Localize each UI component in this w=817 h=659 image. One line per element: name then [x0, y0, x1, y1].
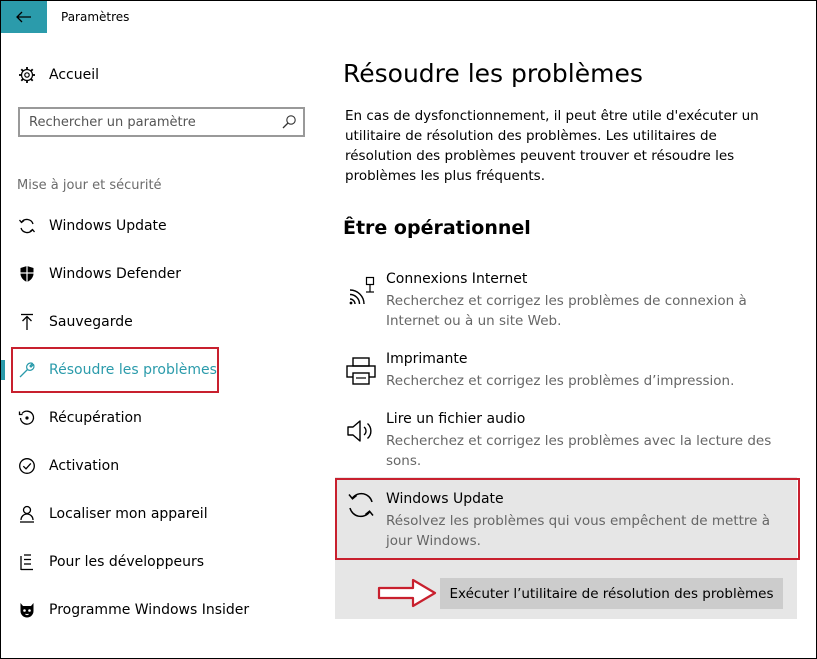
troubleshooter-name: Connexions Internet [386, 271, 528, 287]
backup-arrow-icon [17, 312, 37, 332]
page-title: Résoudre les problèmes [343, 59, 643, 88]
title-bar [1, 1, 816, 33]
sync-icon [17, 216, 37, 236]
developer-icon [17, 552, 37, 572]
check-circle-icon [17, 456, 37, 476]
sidebar-item-label: Sauvegarde [49, 314, 133, 330]
sidebar-item-developers[interactable] [1, 544, 323, 580]
speaker-icon [341, 411, 381, 451]
sidebar-item-label: Activation [49, 458, 120, 474]
sidebar-item-recovery[interactable] [1, 400, 323, 436]
wifi-icon [341, 271, 381, 311]
gear-icon [17, 65, 37, 85]
sidebar-item-find-my-device[interactable] [1, 496, 323, 532]
sidebar-item-label: Programme Windows Insider [49, 602, 250, 618]
troubleshooter-description: Recherchez et corrigez les problèmes avec la lecture des sons. [386, 433, 772, 469]
back-arrow-icon [16, 11, 32, 23]
troubleshooter-printer[interactable] [341, 351, 791, 393]
sidebar-item-label: Localiser mon appareil [49, 506, 208, 522]
recovery-icon [17, 408, 37, 428]
active-indicator [1, 360, 5, 380]
wrench-icon [17, 360, 37, 380]
search-box [18, 107, 305, 137]
troubleshooter-name: Imprimante [386, 351, 468, 367]
troubleshooter-name: Windows Update [386, 491, 504, 507]
person-pin-icon [17, 504, 37, 524]
sidebar-section-heading: Mise à jour et sécurité [17, 178, 162, 193]
sidebar-item-troubleshoot[interactable] [1, 352, 323, 388]
sidebar-item-home[interactable] [1, 57, 323, 93]
shield-icon [17, 264, 37, 284]
sidebar [1, 33, 323, 658]
troubleshooter-internet[interactable] [341, 271, 791, 333]
troubleshooter-windows-update[interactable] [343, 487, 783, 547]
sidebar-item-windows-insider[interactable] [1, 592, 323, 628]
sidebar-item-label: Récupération [49, 410, 142, 426]
sidebar-item-label: Résoudre les problèmes [49, 362, 217, 378]
troubleshooter-description: Résolvez les problèmes qui vous empêchent de mettre à jour Windows. [386, 513, 771, 549]
page-description: En cas de dysfonctionnement, il peut être utile d'exécuter un utilitaire de résolution des problèmes. Les utilitaires de résolution des problèmes peuvent trouver et résoudre les problèmes les plus fréquents. [345, 108, 759, 184]
search-input[interactable] [20, 109, 275, 135]
section-title: Être opérationnel [343, 217, 531, 239]
sidebar-item-activation[interactable] [1, 448, 323, 484]
sidebar-item-label: Windows Update [49, 218, 167, 234]
search-icon[interactable] [281, 114, 297, 130]
troubleshooter-name: Lire un fichier audio [386, 411, 526, 427]
troubleshooter-description: Recherchez et corrigez les problèmes de connexion à Internet ou à un site Web. [386, 293, 747, 329]
run-troubleshooter-button[interactable]: Exécuter l’utilitaire de résolution des problèmes [440, 578, 783, 609]
sidebar-item-label: Accueil [49, 67, 99, 83]
red-arrow-annotation [375, 577, 439, 609]
troubleshooter-audio[interactable] [341, 411, 791, 473]
sidebar-item-label: Windows Defender [49, 266, 182, 282]
printer-icon [341, 351, 381, 391]
sync-icon [343, 487, 379, 523]
sidebar-item-windows-defender[interactable] [1, 256, 323, 292]
troubleshooter-description: Recherchez et corrigez les problèmes d’impression. [386, 373, 735, 389]
sidebar-item-windows-update[interactable] [1, 208, 323, 244]
window-title: Paramètres [61, 10, 130, 24]
insider-cat-icon [17, 600, 37, 620]
back-button[interactable] [1, 1, 47, 33]
sidebar-item-label: Pour les développeurs [49, 554, 204, 570]
sidebar-item-backup[interactable] [1, 304, 323, 340]
